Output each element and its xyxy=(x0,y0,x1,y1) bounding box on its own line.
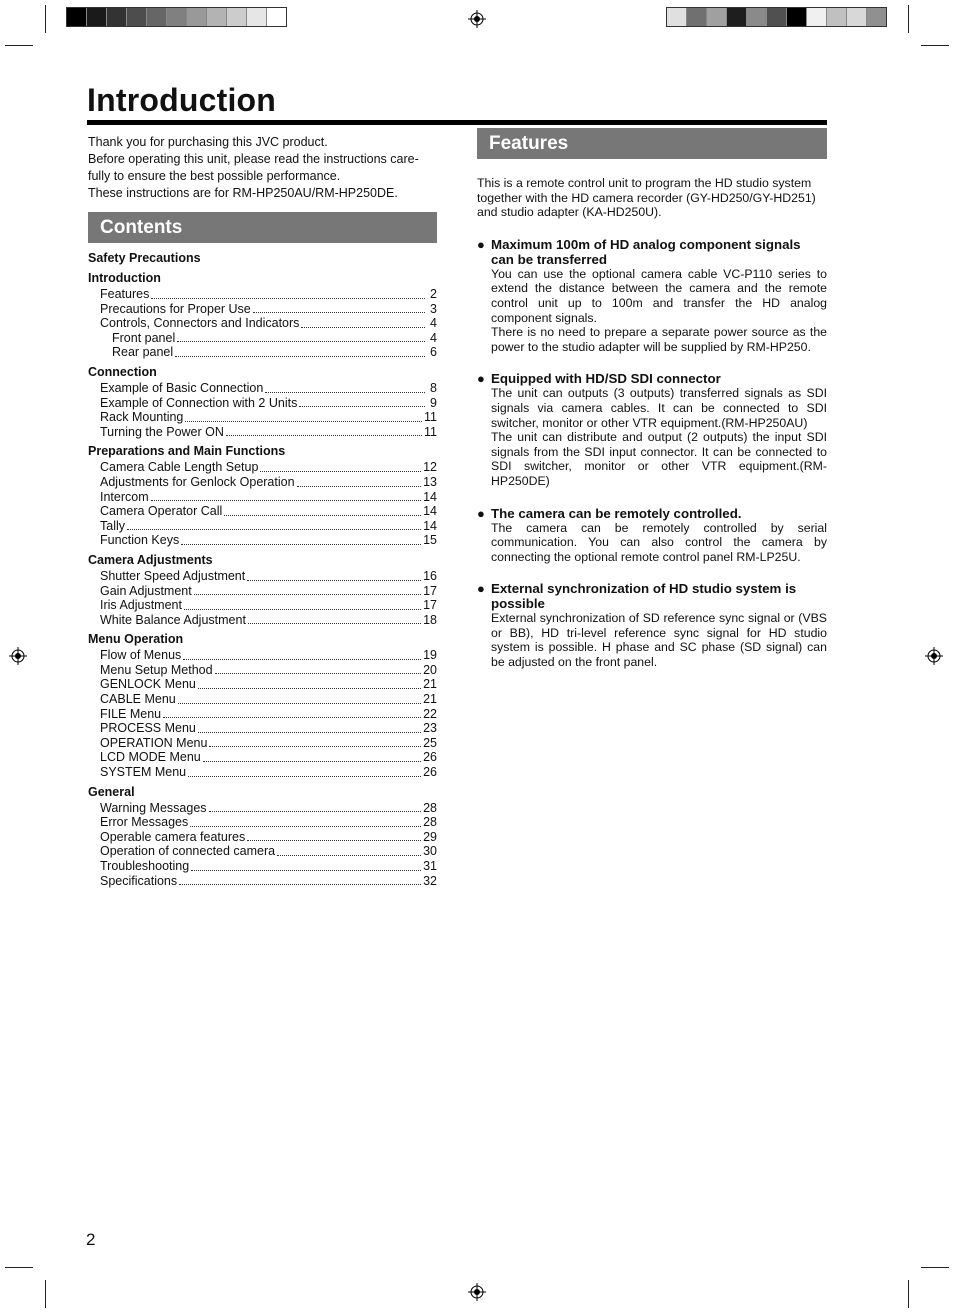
toc-group-title: Safety Precautions xyxy=(88,251,201,265)
calibration-swatch xyxy=(227,8,247,26)
toc-entry-page: 12 xyxy=(423,460,437,475)
toc-entry-page: 11 xyxy=(424,424,437,439)
toc-entry-label: Specifications xyxy=(100,873,178,888)
toc-leader-dots xyxy=(190,826,421,827)
calibration-swatch xyxy=(667,8,687,26)
toc-entry-page: 4 xyxy=(430,330,437,345)
toc-entry-label: OPERATION Menu xyxy=(100,735,208,750)
feature-title: The camera can be remotely controlled. xyxy=(491,505,742,521)
toc-entry[interactable] xyxy=(88,750,437,765)
toc-entry-label: Controls, Connectors and Indicators xyxy=(100,316,300,331)
toc-entry-page: 17 xyxy=(423,598,437,613)
toc-leader-dots xyxy=(247,840,421,841)
toc-entry-page: 14 xyxy=(423,504,437,519)
toc-leader-dots xyxy=(183,659,421,660)
toc-entry[interactable] xyxy=(88,519,437,534)
right-column xyxy=(477,128,827,670)
toc-entry-page: 31 xyxy=(423,859,437,873)
toc-entry[interactable] xyxy=(88,721,437,736)
calibration-swatch xyxy=(147,8,167,26)
toc-entry-label: Error Messages xyxy=(100,815,189,830)
left-column xyxy=(88,134,437,893)
feature-body xyxy=(477,611,827,669)
toc-group xyxy=(88,365,437,439)
crop-mark-bottom-right xyxy=(921,1267,949,1268)
toc-entry-page: 9 xyxy=(430,395,437,410)
feature-heading xyxy=(477,506,827,521)
toc-leader-dots xyxy=(265,392,425,393)
toc-entry[interactable] xyxy=(88,287,437,302)
toc-entry[interactable] xyxy=(88,765,437,780)
toc-group xyxy=(88,785,437,889)
registration-mark-icon xyxy=(468,10,486,28)
toc-leader-dots xyxy=(299,406,425,407)
toc-entry-label: Camera Cable Length Setup xyxy=(100,460,259,475)
toc-entry[interactable] xyxy=(88,830,437,845)
toc-entry-label: Turning the Power ON xyxy=(100,424,224,439)
toc-entry[interactable] xyxy=(88,569,437,584)
toc-entry-label: Operation of connected camera xyxy=(100,844,276,859)
toc-leader-dots xyxy=(247,580,421,581)
page-number: 2 xyxy=(86,1230,96,1249)
toc-leader-dots xyxy=(203,761,421,762)
toc-leader-dots xyxy=(184,609,421,610)
feature-item xyxy=(477,506,827,565)
toc-leader-dots xyxy=(151,298,425,299)
feature-body xyxy=(477,521,827,565)
crop-mark-top-right xyxy=(908,5,909,33)
crop-mark-top-left xyxy=(5,45,33,46)
toc-entry-label: Menu Setup Method xyxy=(100,662,213,677)
intro-paragraph: These instructions are for RM-HP250AU/RM-HP250DE. xyxy=(88,186,398,200)
toc-entry[interactable] xyxy=(88,692,437,707)
toc-entry-label: Gain Adjustment xyxy=(100,583,192,598)
toc-entry[interactable] xyxy=(88,648,437,663)
calibration-swatch xyxy=(107,8,127,26)
toc-entry-page: 17 xyxy=(423,583,437,598)
toc-entry-page: 28 xyxy=(423,800,437,815)
intro-paragraph: Before operating this unit, please read the instructions care-fully to ensure the best possible performance. xyxy=(88,152,419,183)
calibration-swatch xyxy=(787,8,807,26)
toc-entry[interactable] xyxy=(88,663,437,678)
crop-mark-bottom-left xyxy=(45,1280,46,1308)
calibration-swatch xyxy=(767,8,787,26)
toc-entry[interactable] xyxy=(88,396,437,411)
toc-entry-label: Shutter Speed Adjustment xyxy=(100,568,246,583)
toc-leader-dots xyxy=(248,623,421,624)
toc-leader-dots xyxy=(194,594,421,595)
toc-leader-dots xyxy=(178,703,421,704)
toc-entry-label: LCD MODE Menu xyxy=(100,750,201,765)
toc-entry-page: 11 xyxy=(424,410,437,425)
feature-heading xyxy=(477,581,827,611)
toc-entry-label: Front panel xyxy=(112,330,176,345)
toc-entry-label: Adjustments for Genlock Operation xyxy=(100,474,295,489)
toc-group xyxy=(88,271,437,360)
calibration-swatch xyxy=(727,8,747,26)
toc-leader-dots xyxy=(151,500,421,501)
toc-entry-label: GENLOCK Menu xyxy=(100,677,196,692)
toc-group xyxy=(88,553,437,627)
registration-mark-icon xyxy=(925,647,943,665)
toc-group-title: Menu Operation xyxy=(88,632,184,647)
crop-mark-bottom-right xyxy=(908,1280,909,1308)
toc-entry[interactable] xyxy=(88,801,437,816)
toc-entry[interactable] xyxy=(88,533,437,548)
calibration-swatch xyxy=(847,8,867,26)
toc-entry-page: 28 xyxy=(423,815,437,830)
toc-entry-page: 22 xyxy=(423,706,437,721)
toc-leader-dots xyxy=(191,870,421,871)
toc-entry-page: 8 xyxy=(430,380,437,395)
toc-entry-page: 26 xyxy=(423,765,437,780)
toc-entry-label: PROCESS Menu xyxy=(100,721,196,736)
toc-entry-label: FILE Menu xyxy=(100,706,162,721)
toc-leader-dots xyxy=(185,421,422,422)
features-list xyxy=(477,237,827,670)
toc-leader-dots xyxy=(175,356,425,357)
registration-mark-icon xyxy=(468,1283,486,1301)
toc-entry[interactable] xyxy=(88,425,437,440)
calibration-swatch xyxy=(167,8,187,26)
feature-paragraph: The unit can outputs (3 outputs) transferred signals as SDI signals via camera cables. It can be connected to SDI switcher, monitor or other VTR equipment.(RM-HP250AU) xyxy=(491,386,827,430)
feature-body xyxy=(477,386,827,488)
calibration-swatch xyxy=(707,8,727,26)
toc-group xyxy=(88,444,437,548)
toc-leader-dots xyxy=(163,717,421,718)
page-title: Introduction xyxy=(87,82,277,118)
calibration-swatch xyxy=(87,8,107,26)
toc-entry-page: 13 xyxy=(423,474,437,489)
calibration-bar-left xyxy=(66,7,287,27)
feature-body xyxy=(477,267,827,355)
toc-entry-label: Intercom xyxy=(100,489,149,504)
toc-group xyxy=(88,251,437,266)
calibration-swatch xyxy=(867,8,886,26)
toc-entry[interactable] xyxy=(88,815,437,830)
toc-entry-label: Flow of Menus xyxy=(100,648,182,663)
features-intro: This is a remote control unit to program the HD studio system together with the HD camera recorder (GY-HD250/GY-HD251) and studio adapter (KA-HD250U). xyxy=(477,176,816,220)
toc-entry-page: 21 xyxy=(423,692,437,707)
toc-leader-dots xyxy=(277,855,421,856)
toc-entry[interactable] xyxy=(88,598,437,613)
feature-title: Equipped with HD/SD SDI connector xyxy=(491,371,721,387)
toc-entry-page: 21 xyxy=(423,677,437,692)
toc-leader-dots xyxy=(253,312,425,313)
toc-entry[interactable] xyxy=(88,475,437,490)
toc-entry[interactable] xyxy=(88,504,437,519)
toc-entry-page: 6 xyxy=(430,345,437,360)
calibration-swatch xyxy=(827,8,847,26)
feature-title: External synchronization of HD studio system is possible xyxy=(491,581,797,612)
feature-item xyxy=(477,581,827,669)
toc-group-title: General xyxy=(88,784,135,799)
calibration-swatch xyxy=(187,8,207,26)
feature-heading xyxy=(477,371,827,386)
toc-leader-dots xyxy=(179,884,421,885)
calibration-swatch xyxy=(687,8,707,26)
toc-entry-page: 4 xyxy=(430,316,437,331)
calibration-swatch xyxy=(807,8,827,26)
toc-leader-dots xyxy=(215,673,422,674)
bullet-icon: ● xyxy=(477,581,485,597)
toc-entry-page: 14 xyxy=(423,489,437,504)
toc-entry-label: CABLE Menu xyxy=(100,692,176,707)
calibration-swatch xyxy=(207,8,227,26)
toc-entry-label: Rack Mounting xyxy=(100,410,184,425)
toc-entry-page: 2 xyxy=(430,287,437,301)
toc-entry[interactable] xyxy=(88,584,437,599)
toc-group-title: Camera Adjustments xyxy=(88,552,213,567)
toc-entry-label: Troubleshooting xyxy=(100,859,190,873)
feature-heading xyxy=(477,237,827,267)
toc-entry-page: 29 xyxy=(423,829,437,844)
toc-entry-page: 30 xyxy=(423,844,437,859)
feature-paragraph: The unit can distribute and output (2 outputs) the input SDI signals from the SDI input connector. It can be connected to SDI switcher, monitor or other VTR equipment.(RM-HP250DE) xyxy=(491,430,827,488)
toc-leader-dots xyxy=(226,435,422,436)
toc-leader-dots xyxy=(260,471,421,472)
calibration-swatch xyxy=(247,8,267,26)
toc-group-title: Preparations and Main Functions xyxy=(88,444,286,459)
toc-leader-dots xyxy=(209,746,421,747)
toc-entry[interactable] xyxy=(88,460,437,475)
toc-entry[interactable] xyxy=(88,736,437,751)
toc-entry-label: White Balance Adjustment xyxy=(100,612,246,627)
toc-entry[interactable] xyxy=(88,707,437,722)
toc-entry-label: Precautions for Proper Use xyxy=(100,301,251,316)
toc-entry-label: Tally xyxy=(100,518,126,533)
contents-heading: Contents xyxy=(88,212,437,243)
crop-mark-top-right xyxy=(921,45,949,46)
calibration-swatch xyxy=(747,8,767,26)
feature-paragraph: External synchronization of SD reference sync signal or (VBS or BB), HD tri-level reference sync signal for HD studio system is possible. H phase and SC phase (SD signal) can be adjusted on the front panel. xyxy=(491,611,827,670)
calibration-swatch xyxy=(127,8,147,26)
bullet-icon: ● xyxy=(477,505,485,521)
toc-entry[interactable] xyxy=(88,613,437,628)
toc-entry-page: 23 xyxy=(423,721,437,736)
features-heading: Features xyxy=(477,128,827,159)
toc-entry-page: 15 xyxy=(423,533,437,548)
feature-paragraph: There is no need to prepare a separate power source as the power to the studio adapter will be supplied by RM-HP250. xyxy=(491,325,827,354)
toc-entry-page: 3 xyxy=(430,301,437,316)
toc-entry-page: 14 xyxy=(423,518,437,533)
toc-leader-dots xyxy=(198,688,421,689)
toc-entry[interactable] xyxy=(88,302,437,317)
feature-paragraph: You can use the optional camera cable VC-P110 series to extend the distance between the camera and the remote control unit up to 100m and transfer the HD analog component signals. xyxy=(491,266,827,325)
calibration-bar-right xyxy=(666,7,887,27)
toc-entry-label: Rear panel xyxy=(112,345,174,360)
toc-entry[interactable] xyxy=(88,316,437,331)
toc-entry-page: 18 xyxy=(423,612,437,627)
toc-entry[interactable] xyxy=(88,874,437,889)
toc-entry-page: 25 xyxy=(423,735,437,750)
toc-entry[interactable] xyxy=(88,677,437,692)
registration-mark-icon xyxy=(9,647,27,665)
intro-paragraph: Thank you for purchasing this JVC product. xyxy=(88,135,328,149)
toc-entry[interactable] xyxy=(88,844,437,859)
toc-entry[interactable] xyxy=(88,381,437,396)
toc-entry[interactable] xyxy=(88,859,437,874)
toc-entry-page: 32 xyxy=(423,873,437,888)
bullet-icon: ● xyxy=(477,371,485,387)
toc-entry[interactable] xyxy=(88,331,437,346)
toc-leader-dots xyxy=(127,529,421,530)
toc-group-title: Connection xyxy=(88,364,157,379)
toc-entry-label: Camera Operator Call xyxy=(100,504,223,519)
toc-entry-page: 16 xyxy=(423,568,437,583)
toc-leader-dots xyxy=(177,341,425,342)
bullet-icon: ● xyxy=(477,236,485,252)
toc-entry-page: 20 xyxy=(423,662,437,677)
toc-entry-label: Features xyxy=(100,287,150,301)
toc-leader-dots xyxy=(181,544,421,545)
toc-entry-label: SYSTEM Menu xyxy=(100,765,187,780)
toc-entry-label: Iris Adjustment xyxy=(100,598,182,613)
crop-mark-top-left xyxy=(45,5,46,33)
toc-group xyxy=(88,632,437,779)
toc-leader-dots xyxy=(224,515,421,516)
toc-entry[interactable] xyxy=(88,410,437,425)
toc-leader-dots xyxy=(297,486,422,487)
calibration-swatch xyxy=(267,8,286,26)
toc-entry[interactable] xyxy=(88,490,437,505)
toc-leader-dots xyxy=(198,732,421,733)
title-rule xyxy=(87,120,827,125)
toc-entry-page: 26 xyxy=(423,750,437,765)
toc-entry[interactable] xyxy=(88,345,437,360)
toc-leader-dots xyxy=(301,327,425,328)
toc-entry-label: Function Keys xyxy=(100,533,180,548)
toc-leader-dots xyxy=(188,776,421,777)
toc-entry-label: Example of Basic Connection xyxy=(100,380,264,395)
toc-entry-label: Operable camera features xyxy=(100,829,246,844)
toc-leader-dots xyxy=(209,811,422,812)
calibration-swatch xyxy=(67,8,87,26)
toc-entry-label: Warning Messages xyxy=(100,800,207,815)
toc-group-title: Introduction xyxy=(88,271,161,285)
feature-item xyxy=(477,371,827,488)
toc-entry-label: Example of Connection with 2 Units xyxy=(100,395,298,410)
feature-item xyxy=(477,237,827,355)
feature-title: Maximum 100m of HD analog component signals can be transferred xyxy=(491,236,801,267)
feature-paragraph: The camera can be remotely controlled by serial communication. You can also control the camera by connecting the optional remote control panel RM-LP25U. xyxy=(491,520,827,564)
toc-entry-page: 19 xyxy=(423,648,437,663)
table-of-contents xyxy=(88,251,437,888)
crop-mark-bottom-left xyxy=(5,1267,33,1268)
